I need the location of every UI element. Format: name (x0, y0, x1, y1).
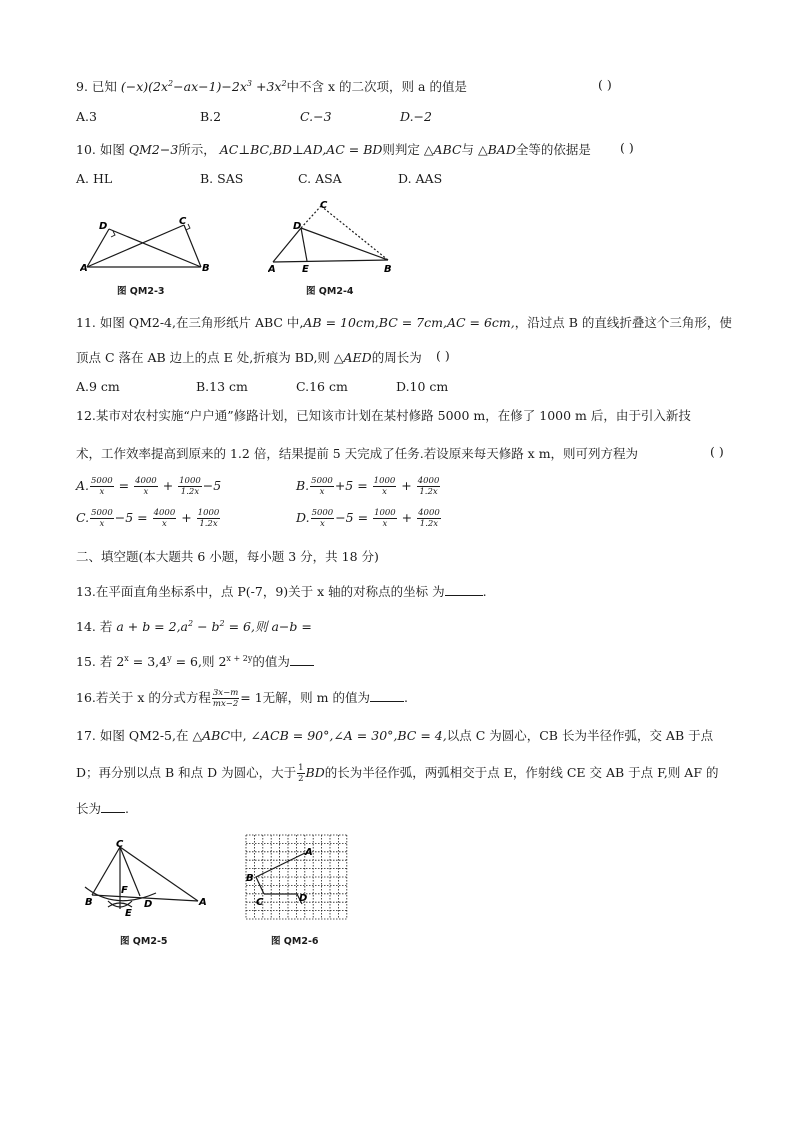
q10-answer-paren: ( ) (620, 140, 634, 155)
question-9 (76, 77, 467, 95)
q10-option-a: A. HL (76, 171, 113, 186)
figure-qm2-6 (244, 833, 348, 921)
q12-option-c: C. $\frac{5000}{x}$ −5 = $\frac{4000}{x}$ + $\frac{1000}{1.2x}$ (76, 508, 220, 529)
fig5-label-d: D (144, 899, 153, 910)
fig3-label-d: D (99, 221, 108, 232)
question-10: 10. 如图 QM2−3所示， AC⊥BC,BD⊥AD,AC = BD则判定 △ABC与 △BAD全等的依据是 (76, 142, 591, 157)
fig5-label-f: F (121, 885, 128, 896)
question-11-line2: 顶点 C 落在 AB 边上的点 E 处,折痕为 BD,则 △AED的周长为 (76, 350, 422, 365)
q12-option-a: A. $\frac{5000}{x}$ = $\frac{4000}{x}$ + $\frac{1000}{1.2x}$ −5 (76, 476, 222, 497)
q10-option-d: D. AAS (398, 171, 443, 186)
question-17-line1: 17. 如图 QM2-5,在 △ABC中, ∠ACB = 90°,∠A = 30°,BC = 4,以点 C 为圆心，CB 长为半径作弧，交 AB 于点 (76, 728, 714, 743)
section-2-heading: 二、填空题(本大题共 6 小题，每小题 3 分，共 18 分) (76, 549, 379, 564)
q16-blank (370, 690, 404, 702)
q10-option-c: C. ASA (298, 171, 342, 186)
question-14: 14. 若 $a + b = 2,a^2 - b^2 = 6$,则 a−b = (76, 619, 312, 634)
q11-option-c: C.16 cm (296, 379, 348, 394)
figure-qm2-4 (268, 196, 398, 276)
q11-option-d: D.10 cm (396, 379, 449, 394)
q10-option-b: B. SAS (200, 171, 244, 186)
figure-qm2-5 (80, 835, 215, 920)
fig6-label-b: B (246, 873, 254, 884)
caption-qm2-5: 图 QM2-5 (120, 936, 168, 947)
fig6-label-d: D (299, 893, 308, 904)
question-11-line1: 11. 如图 QM2-4,在三角形纸片 ABC 中,AB = 10cm,BC = 7cm,AC = 6cm,，沿过点 B 的直线折叠这个三角形，使 (76, 315, 732, 330)
q11-answer-paren: ( ) (436, 348, 450, 363)
question-12-line2: 术，工作效率提高到原来的 1.2 倍，结果提前 5 天完成了任务.若设原来每天修路 x m，则可列方程为 (76, 446, 639, 461)
q9-option-a: A.3 (76, 109, 97, 124)
q11-condition: AB = 10cm,BC = 7cm,AC = 6cm, (303, 315, 515, 330)
q17-blank (101, 801, 125, 813)
q9-option-c: C.−3 (300, 109, 332, 124)
q17-condition: ∠ACB = 90°,∠A = 30°,BC = 4, (250, 728, 447, 743)
question-15: 15. 若 $2^x = 3,4^y = 6$,则 $2^{x + 2y}$的值为 (76, 652, 314, 670)
q11-option-a: A.9 cm (76, 379, 120, 394)
fig5-label-e: E (125, 908, 132, 919)
q9-expression: $(-x)(2x^2-ax-1)-2x^3 +3x^2$ (120, 79, 287, 94)
fig4-label-e: E (302, 264, 309, 275)
q9-answer-paren: ( ) (598, 77, 612, 92)
fig4-label-a: A (268, 264, 276, 275)
question-12-line1: 12.某市对农村实施“户户通”修路计划，已知该市计划在某村修路 5000 m，在修了 1000 m 后，由于引入新技 (76, 408, 691, 423)
q15-blank (290, 654, 314, 666)
q11-option-b: B.13 cm (196, 379, 248, 394)
fig4-label-d: D (293, 221, 302, 232)
q10-condition: AC⊥BC,BD⊥AD,AC = BD (219, 142, 383, 157)
fig4-label-b: B (384, 264, 392, 275)
fig3-label-b: B (202, 263, 210, 274)
q9-number: 9. 已知 (76, 79, 117, 94)
q12-option-b: B. $\frac{5000}{x}$ +5 = $\frac{1000}{x}$ + $\frac{4000}{1.2x}$ (296, 476, 440, 497)
fig5-label-b: B (85, 897, 93, 908)
q12-answer-paren: ( ) (710, 444, 724, 459)
fig5-label-a: A (199, 897, 207, 908)
q9-text: 中不含 x 的二次项，则 a 的值是 (286, 79, 467, 94)
question-17-line2: D；再分别以点 B 和点 D 为圆心，大于 $\frac{1}{2}$ BD的长为半径作弧，两弧相交于点 E，作射线 CE 交 AB 于点 F,则 AF 的 (76, 763, 719, 784)
question-17-line3: 长为 . (76, 801, 129, 816)
q13-blank (445, 584, 483, 596)
question-16: 16.若关于 x 的分式方程 $\frac{3x-m}{mx-2}$ = 1无解，则 m 的值为 . (76, 688, 408, 709)
fig3-label-c: C (179, 216, 187, 227)
fig6-label-c: C (256, 897, 264, 908)
fig6-label-a: A (305, 847, 313, 858)
fig4-label-c: C (320, 200, 328, 211)
fig5-label-c: C (116, 839, 124, 850)
fig3-label-a: A (80, 263, 88, 274)
q9-option-b: B.2 (200, 109, 222, 124)
question-13: 13.在平面直角坐标系中，点 P(-7，9)关于 x 轴的对称点的坐标 为 . (76, 584, 487, 599)
q9-option-d: D.−2 (400, 109, 432, 124)
caption-qm2-6: 图 QM2-6 (271, 936, 319, 947)
caption-qm2-4: 图 QM2-4 (306, 286, 354, 297)
figure-qm2-3 (80, 210, 210, 275)
q12-option-d: D. $\frac{5000}{x}$ −5 = $\frac{1000}{x}$ + $\frac{4000}{1.2x}$ (296, 508, 440, 529)
caption-qm2-3: 图 QM2-3 (117, 286, 165, 297)
